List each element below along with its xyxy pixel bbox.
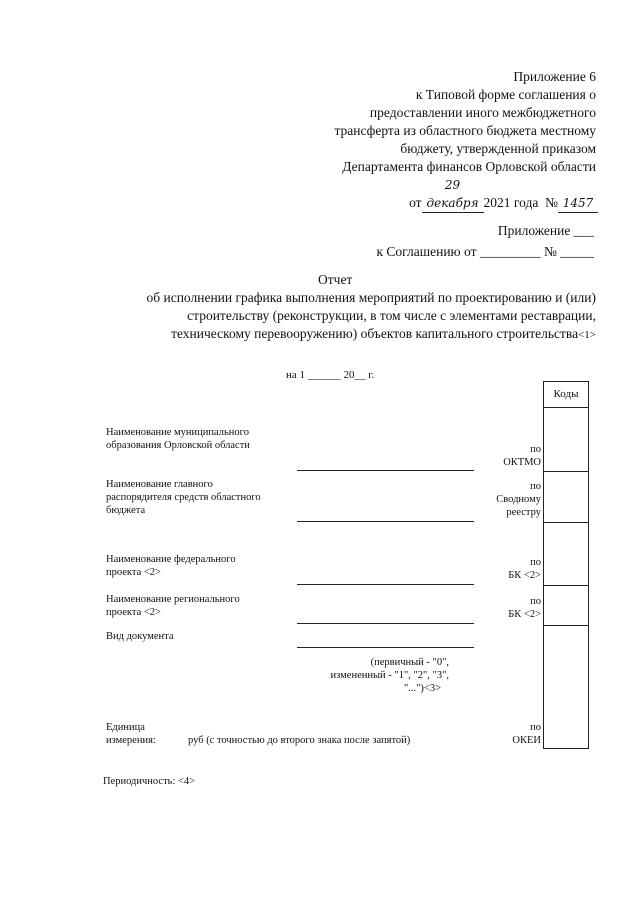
title-line: строительству (реконструкции, в том числе с элементами реставрации, bbox=[187, 308, 596, 323]
header-line: трансферта из областного бюджета местному bbox=[334, 123, 596, 138]
footnote-ref: <1> bbox=[578, 329, 596, 341]
field-label-municipality: Наименование муниципального образования Орловской области bbox=[106, 427, 250, 451]
report-title bbox=[36, 289, 596, 344]
header-line: бюджету, утвержденной приказом bbox=[400, 141, 596, 156]
handwritten-number: 1457 bbox=[558, 194, 598, 213]
code-cell-doc-type bbox=[543, 625, 589, 749]
header-line: предоставлении иного межбюджетного bbox=[369, 105, 596, 120]
code-cell-federal-bk bbox=[543, 522, 589, 586]
periodicity-label: Периодичность: <4> bbox=[103, 776, 196, 787]
code-label-regional-bk: по БК <2> bbox=[508, 596, 541, 620]
field-line-manager bbox=[297, 521, 474, 522]
field-label-federal-project: Наименование федерального проекта <2> bbox=[106, 554, 236, 578]
title-line: об исполнении графика выполнения мероприятий по проектированию и (или) bbox=[146, 290, 596, 305]
unit-label: Единица измерения: bbox=[106, 722, 156, 746]
field-label-doc-type: Вид документа bbox=[106, 631, 174, 642]
codes-header-cell: Коды bbox=[543, 381, 589, 408]
attachment-line: Приложение ___ bbox=[497, 223, 594, 238]
code-label-okei: по ОКЕИ bbox=[512, 722, 541, 746]
agreement-line: к Соглашению от _________ № _____ bbox=[376, 244, 594, 259]
code-cell-registry bbox=[543, 471, 589, 523]
field-line-federal-project bbox=[297, 584, 474, 585]
header-line: Департамента финансов Орловской области bbox=[342, 159, 596, 174]
unit-value: руб (с точностью до второго знака после запятой) bbox=[188, 735, 411, 746]
doc-type-note: (первичный - "0", измененный - "1", "2", "3", "...")<3> bbox=[330, 657, 449, 694]
code-label-registry: по Сводному реестру bbox=[496, 481, 541, 518]
field-label-regional-project: Наименование регионального проекта <2> bbox=[106, 594, 240, 618]
header-line: Приложение 6 bbox=[513, 69, 596, 84]
code-label-federal-bk: по БК <2> bbox=[508, 557, 541, 581]
field-label-manager: Наименование главного распорядителя средств областного бюджета bbox=[106, 479, 261, 516]
header-block bbox=[236, 68, 596, 213]
title-line: техническому перевооружению) объектов капитального строительства<1> bbox=[171, 326, 596, 341]
field-line-municipality bbox=[297, 470, 474, 471]
order-date-line: от29 декабря 2021 года № 1457 bbox=[236, 176, 598, 213]
header-line: к Типовой форме соглашения о bbox=[415, 87, 596, 102]
attachment-block bbox=[274, 222, 594, 261]
field-line-regional-project bbox=[297, 623, 474, 624]
code-cell-oktmo bbox=[543, 407, 589, 472]
code-cell-regional-bk bbox=[543, 585, 589, 626]
report-date-line: на 1 ______ 20__ г. bbox=[286, 369, 375, 381]
code-label-oktmo: по ОКТМО bbox=[503, 444, 541, 468]
field-line-doc-type bbox=[297, 647, 474, 648]
report-title-word: Отчет bbox=[318, 272, 353, 287]
handwritten-date: 29 декабря bbox=[422, 176, 484, 213]
